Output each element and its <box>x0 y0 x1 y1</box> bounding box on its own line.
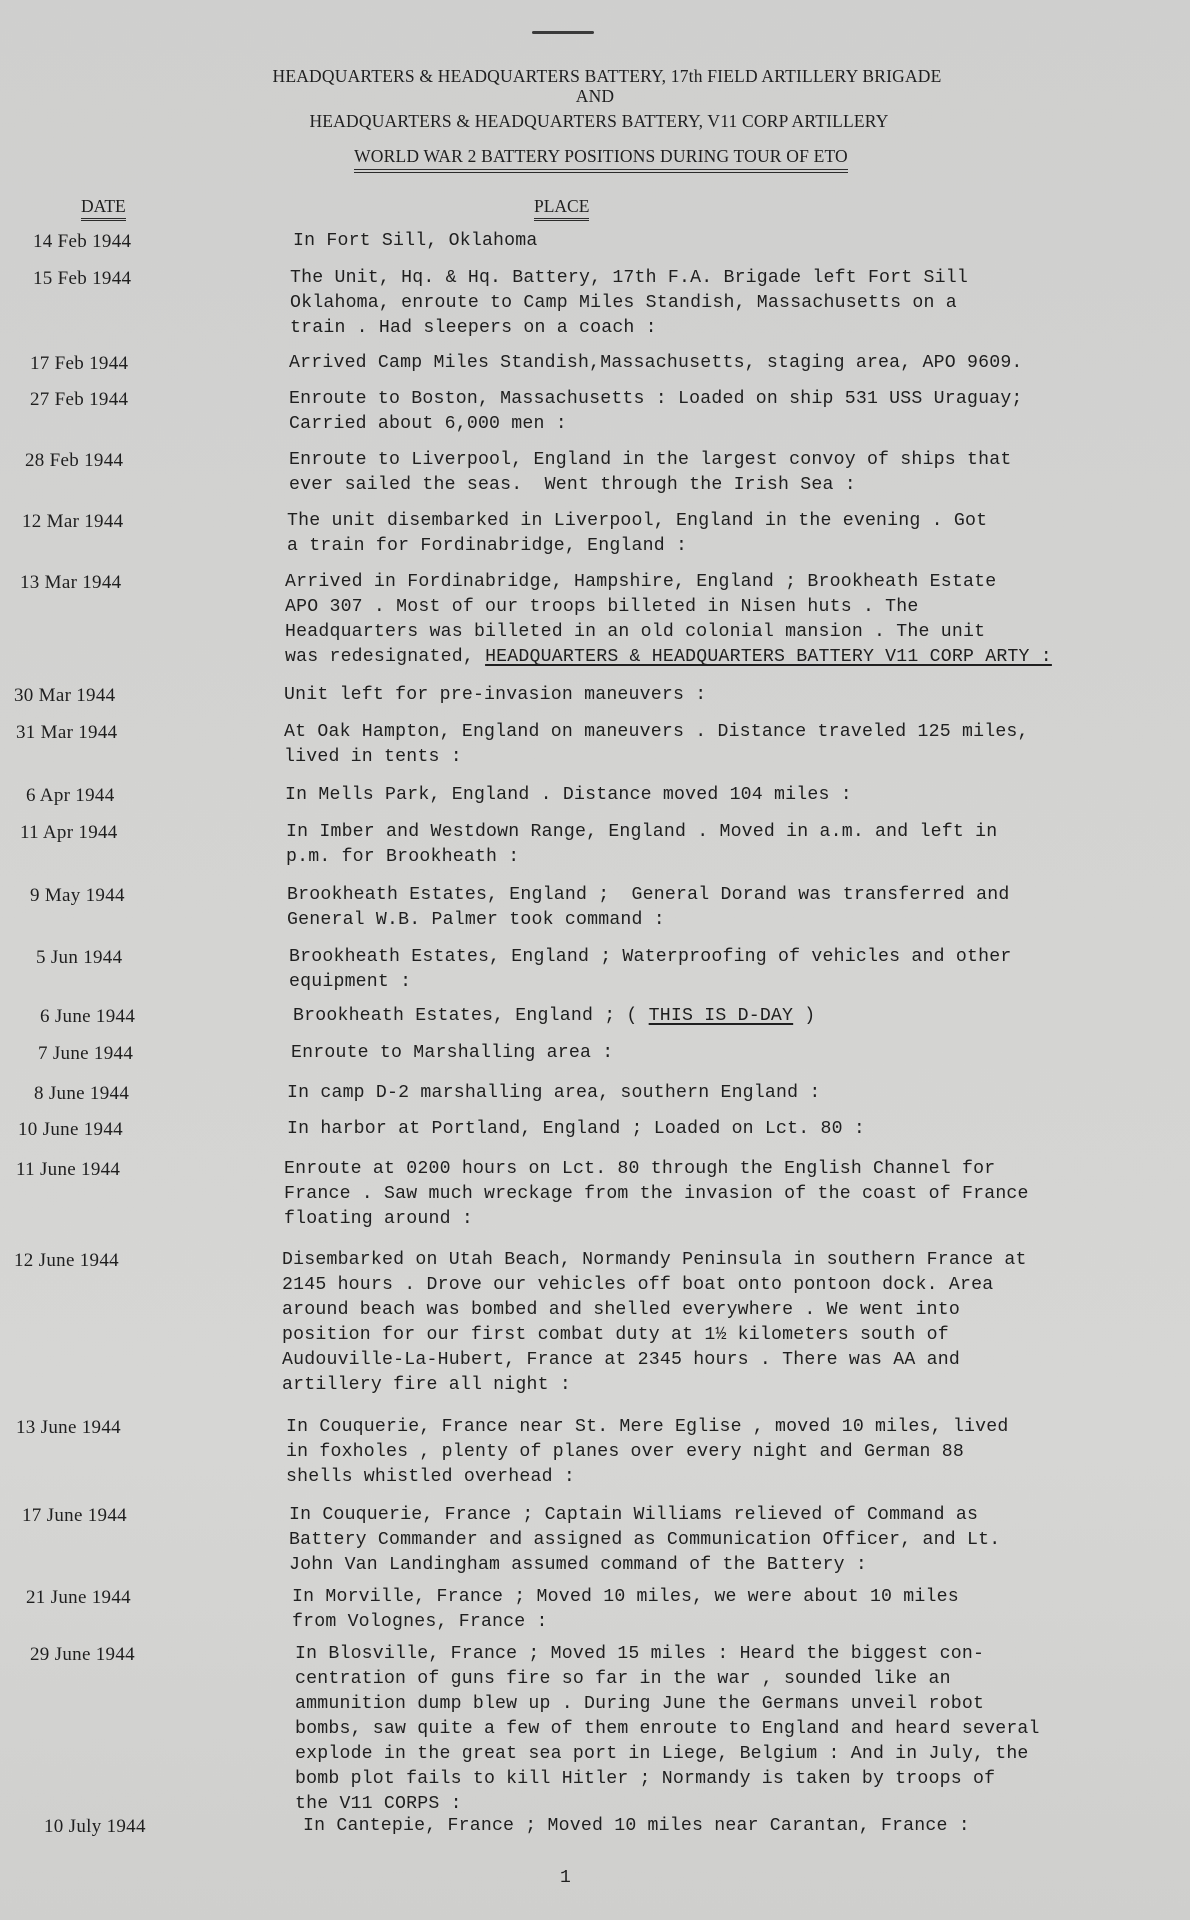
entry-date: 13 Mar 1944 <box>20 572 122 593</box>
entry-date: 8 June 1944 <box>34 1083 130 1104</box>
entry-date: 15 Feb 1944 <box>33 268 132 289</box>
entry-date: 17 June 1944 <box>22 1505 127 1526</box>
top-dash-mark <box>532 31 594 34</box>
entry-place-line: In Cantepie, France ; Moved 10 miles near Carantan, France : <box>303 1816 970 1836</box>
entry-place <box>284 720 1029 770</box>
entry-date: 10 June 1944 <box>18 1119 123 1140</box>
entry-place <box>293 1004 815 1029</box>
entry-place-line: The Unit, Hq. & Hq. Battery, 17th F.A. Brigade left Fort Sill <box>290 268 968 288</box>
column-header-place: PLACE <box>534 196 589 221</box>
entry-place-line: lived in tents : <box>284 747 462 767</box>
entry-place-line: The unit disembarked in Liverpool, England in the evening . Got <box>287 511 988 531</box>
entry-place-line: In Morville, France ; Moved 10 miles, we were about 10 miles <box>292 1587 959 1607</box>
entry-place-line: Enroute to Liverpool, England in the largest convoy of ships that <box>289 450 1012 470</box>
entry-place-line: shells whistled overhead : <box>286 1467 575 1487</box>
underlined-emphasis: HEADQUARTERS & HEADQUARTERS BATTERY V11 CORP ARTY : <box>485 647 1052 667</box>
entry-place <box>286 1415 1008 1490</box>
page-number: 1 <box>560 1868 571 1888</box>
entry-place-line: equipment : <box>289 972 412 992</box>
header-line-1: HEADQUARTERS & HEADQUARTERS BATTERY, 17th FIELD ARTILLERY BRIGADE <box>272 66 942 86</box>
entry-date: 14 Feb 1944 <box>33 231 132 252</box>
entry-place-line: the V11 CORPS : <box>295 1794 462 1814</box>
entry-place <box>289 351 1023 376</box>
underlined-emphasis: THIS IS D-DAY <box>648 1006 794 1026</box>
entry-date: 5 Jun 1944 <box>36 947 123 968</box>
entry-place <box>290 266 968 341</box>
entry-date: 7 June 1944 <box>38 1043 134 1064</box>
entry-date: 13 June 1944 <box>16 1417 121 1438</box>
entry-place-line: Audouville-La-Hubert, France at 2345 hours . There was AA and <box>282 1350 960 1370</box>
entry-place-line: Disembarked on Utah Beach, Normandy Peninsula in southern France at <box>282 1250 1027 1270</box>
entry-place-line: bomb plot fails to kill Hitler ; Normandy is taken by troops of <box>295 1769 996 1789</box>
entry-place-line: In harbor at Portland, England ; Loaded on Lct. 80 : <box>287 1119 865 1139</box>
entry-date: 12 Mar 1944 <box>22 511 124 532</box>
header-line-2: AND <box>575 86 615 106</box>
column-header-date: DATE <box>81 196 126 221</box>
entry-date: 27 Feb 1944 <box>30 389 129 410</box>
entry-place <box>285 783 852 808</box>
entry-place-line: In Couquerie, France near St. Mere Eglise , moved 10 miles, lived <box>286 1417 1009 1437</box>
entry-place <box>282 1248 1027 1398</box>
entry-place <box>284 683 706 708</box>
document-title-text: WORLD WAR 2 BATTERY POSITIONS DURING TOUR OF ETO <box>354 146 848 173</box>
entry-place-line: position for our first combat duty at 1½ kilometers south of <box>282 1325 949 1345</box>
entry-date: 11 Apr 1944 <box>20 822 118 843</box>
entry-place-line: France . Saw much wreckage from the invasion of the coast of France <box>284 1184 1029 1204</box>
entry-place-line: explode in the great sea port in Liege, Belgium : And in July, the <box>295 1744 1029 1764</box>
entry-place <box>287 883 1009 933</box>
entry-place-line: General W.B. Palmer took command : <box>287 910 665 930</box>
entry-date: 6 June 1944 <box>40 1006 136 1027</box>
entry-place-line: ammunition dump blew up . During June the Germans unveil robot <box>295 1694 985 1714</box>
entry-place-line: Enroute to Marshalling area : <box>291 1043 614 1063</box>
entry-date: 9 May 1944 <box>30 885 125 906</box>
entry-place-line: Arrived in Fordinabridge, Hampshire, England ; Brookheath Estate <box>285 572 997 592</box>
entry-place-line: Headquarters was billeted in an old colonial mansion . The unit <box>285 622 986 642</box>
entry-place-line: Enroute at 0200 hours on Lct. 80 through the English Channel for <box>284 1159 996 1179</box>
entry-place-line: in foxholes , plenty of planes over every night and German 88 <box>286 1442 964 1462</box>
entry-place-line: In Mells Park, England . Distance moved 104 miles : <box>285 785 852 805</box>
entry-place-line: In Fort Sill, Oklahoma <box>293 231 538 251</box>
entry-place-line: Battery Commander and assigned as Communication Officer, and Lt. <box>289 1530 1001 1550</box>
entry-place-line: In Imber and Westdown Range, England . Moved in a.m. and left in <box>286 822 998 842</box>
entry-place <box>285 570 1052 670</box>
entry-place <box>289 945 1011 995</box>
entry-date: 28 Feb 1944 <box>25 450 124 471</box>
entry-place-line: Carried about 6,000 men : <box>289 414 567 434</box>
entry-place-line: Brookheath Estates, England ; General Dorand was transferred and <box>287 885 1010 905</box>
document-title <box>6 146 1190 173</box>
entry-place <box>286 820 997 870</box>
entry-date: 12 June 1944 <box>14 1250 119 1271</box>
entry-date: 29 June 1944 <box>30 1644 135 1665</box>
entry-date: 17 Feb 1944 <box>30 353 129 374</box>
entry-place-line: In Blosville, France ; Moved 15 miles : Heard the biggest con- <box>295 1644 985 1664</box>
entry-place <box>291 1041 613 1066</box>
entry-place <box>284 1157 1029 1232</box>
entry-place-line: around beach was bombed and shelled everywhere . We went into <box>282 1300 960 1320</box>
entry-place-line: At Oak Hampton, England on maneuvers . Distance traveled 125 miles, <box>284 722 1029 742</box>
entry-place-line: Enroute to Boston, Massachusetts : Loaded on ship 531 USS Uraguay; <box>289 389 1023 409</box>
entry-place <box>289 448 1011 498</box>
entry-date: 21 June 1944 <box>26 1587 131 1608</box>
entry-place <box>289 387 1023 437</box>
entry-place-line: floating around : <box>284 1209 473 1229</box>
entry-place <box>295 1642 1040 1817</box>
entry-place-line: Brookheath Estates, England ; Waterproofing of vehicles and other <box>289 947 1012 967</box>
entry-place-line: Unit left for pre-invasion maneuvers : <box>284 685 707 705</box>
entry-place-line: artillery fire all night : <box>282 1375 571 1395</box>
entry-date: 11 June 1944 <box>16 1159 121 1180</box>
entry-place-line: 2145 hours . Drove our vehicles off boat onto pontoon dock. Area <box>282 1275 994 1295</box>
entry-place-line: Oklahoma, enroute to Camp Miles Standish, Massachusetts on a <box>290 293 957 313</box>
entry-place-line: train . Had sleepers on a coach : <box>290 318 657 338</box>
entry-place-line: centration of guns fire so far in the war , sounded like an <box>295 1669 951 1689</box>
entry-place <box>293 229 538 254</box>
entry-place-line: In camp D-2 marshalling area, southern England : <box>287 1083 821 1103</box>
entry-place-line: p.m. for Brookheath : <box>286 847 520 867</box>
entry-place-line: was redesignated, HEADQUARTERS & HEADQUARTERS BATTERY V11 CORP ARTY : <box>285 647 1052 667</box>
entry-place <box>287 1117 865 1142</box>
entry-place-line: ever sailed the seas. Went through the Irish Sea : <box>289 475 856 495</box>
entry-place-line: a train for Fordinabridge, England : <box>287 536 688 556</box>
entry-place <box>303 1814 970 1839</box>
entry-place-line: bombs, saw quite a few of them enroute to England and heard several <box>295 1719 1040 1739</box>
entry-place <box>287 509 987 559</box>
entry-place <box>287 1081 821 1106</box>
entry-date: 31 Mar 1944 <box>16 722 118 743</box>
entry-place-line: John Van Landingham assumed command of the Battery : <box>289 1555 867 1575</box>
header-line-3: HEADQUARTERS & HEADQUARTERS BATTERY, V11 CORP ARTILLERY <box>309 111 889 131</box>
entry-place <box>292 1585 959 1635</box>
entry-place-line: Arrived Camp Miles Standish,Massachusetts, staging area, APO 9609. <box>289 353 1023 373</box>
entry-date: 6 Apr 1944 <box>26 785 115 806</box>
entry-place-line: In Couquerie, France ; Captain Williams relieved of Command as <box>289 1505 979 1525</box>
entry-date: 10 July 1944 <box>44 1816 146 1837</box>
entry-place-line: Brookheath Estates, England ; ( THIS IS D-DAY ) <box>293 1006 816 1026</box>
entry-place-line: from Volognes, France : <box>292 1612 548 1632</box>
entry-place <box>289 1503 1000 1578</box>
entry-date: 30 Mar 1944 <box>14 685 116 706</box>
entry-place-line: APO 307 . Most of our troops billeted in Nisen huts . The <box>285 597 919 617</box>
